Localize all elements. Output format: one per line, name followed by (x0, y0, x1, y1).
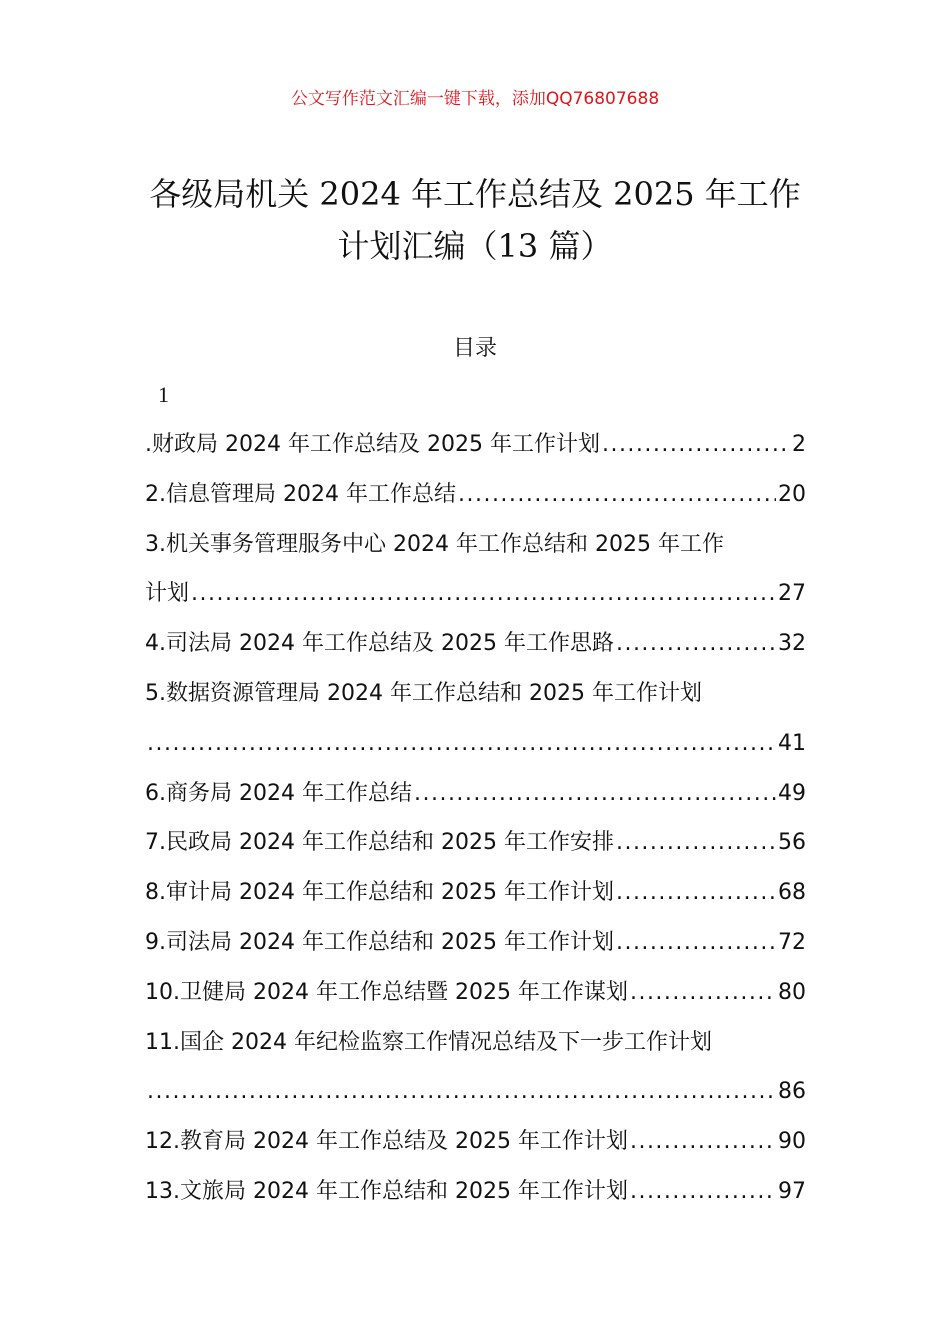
toc-stray-number: 1 (158, 382, 169, 407)
toc-entry-title: 12.教育局 2024 年工作总结及 2025 年工作计划 (145, 1129, 628, 1155)
toc-entry-page: 86 (778, 1079, 806, 1105)
toc-entry-page: 20 (778, 481, 806, 507)
toc-entry-title: 2.信息管理局 2024 年工作总结 (145, 481, 456, 507)
toc-entry-title: 6.商务局 2024 年工作总结 (145, 780, 412, 806)
dot-leader (616, 818, 776, 868)
toc-entry[interactable] (145, 769, 806, 819)
dot-leader (458, 470, 776, 520)
toc-entry-page: 80 (778, 979, 806, 1005)
dot-leader (616, 619, 776, 669)
toc-entry-title: 13.文旅局 2024 年工作总结和 2025 年工作计划 (145, 1178, 628, 1204)
dot-leader (147, 719, 776, 769)
toc-entry-title: 3.机关事务管理服务中心 2024 年工作总结和 2025 年工作 (145, 531, 724, 557)
toc-entry-page: 72 (778, 929, 806, 955)
toc-entry[interactable] (145, 1167, 806, 1217)
toc-entry-title: 计划 (145, 581, 190, 607)
toc-entry[interactable] (145, 520, 806, 570)
document-title-line-1: 各级局机关 2024 年工作总结及 2025 年工作 (149, 175, 801, 213)
dot-leader (630, 1117, 776, 1167)
toc-entry-page: 68 (778, 880, 806, 906)
dot-leader (630, 1167, 776, 1217)
toc-entry-continuation[interactable] (145, 719, 806, 769)
download-promo-note: 公文写作范文汇编一键下载，添加QQ76807688 (290, 89, 660, 109)
toc-entry-page: 56 (778, 830, 806, 856)
toc-entry-title: 8.审计局 2024 年工作总结和 2025 年工作计划 (145, 880, 614, 906)
dot-leader (414, 769, 776, 819)
toc-entry-title: 4.司法局 2024 年工作总结及 2025 年工作思路 (145, 631, 614, 657)
dot-leader (602, 420, 790, 470)
dot-leader (616, 918, 776, 968)
dot-leader (147, 1067, 776, 1117)
toc-entry-page: 41 (778, 730, 806, 756)
toc-entry-page: 49 (778, 780, 806, 806)
toc-entry[interactable] (145, 470, 806, 520)
toc-entry-title: 10.卫健局 2024 年工作总结暨 2025 年工作谋划 (145, 979, 628, 1005)
dot-leader (191, 569, 776, 619)
table-of-contents (145, 420, 806, 1217)
toc-entry-title: 9.司法局 2024 年工作总结和 2025 年工作计划 (145, 929, 614, 955)
toc-entry-page: 90 (778, 1129, 806, 1155)
dot-leader (616, 868, 776, 918)
toc-entry[interactable] (145, 1117, 806, 1167)
toc-entry-page: 27 (778, 581, 806, 607)
document-title-line-2: 计划汇编（13 篇） (337, 227, 613, 265)
toc-entry[interactable] (145, 420, 806, 470)
toc-entry[interactable] (145, 918, 806, 968)
document-title (110, 168, 840, 272)
toc-entry-title: 11.国企 2024 年纪检监察工作情况总结及下一步工作计划 (145, 1029, 712, 1055)
toc-entry-page: 97 (778, 1178, 806, 1204)
toc-entry-title: 5.数据资源管理局 2024 年工作总结和 2025 年工作计划 (145, 680, 702, 706)
toc-entry-page: 2 (792, 432, 806, 457)
toc-entry[interactable] (145, 818, 806, 868)
toc-entry[interactable] (145, 1018, 806, 1068)
toc-entry[interactable] (145, 619, 806, 669)
toc-entry-continuation[interactable] (145, 1067, 806, 1117)
toc-entry[interactable] (145, 669, 806, 719)
toc-entry[interactable] (145, 968, 806, 1018)
toc-entry-title: .财政局 2024 年工作总结及 2025 年工作计划 (145, 432, 600, 457)
toc-entry[interactable] (145, 868, 806, 918)
toc-entry-page: 32 (778, 631, 806, 657)
dot-leader (630, 968, 776, 1018)
toc-heading: 目录 (452, 336, 497, 361)
toc-entry-title: 7.民政局 2024 年工作总结和 2025 年工作安排 (145, 830, 614, 856)
toc-entry-continuation[interactable] (145, 569, 806, 619)
